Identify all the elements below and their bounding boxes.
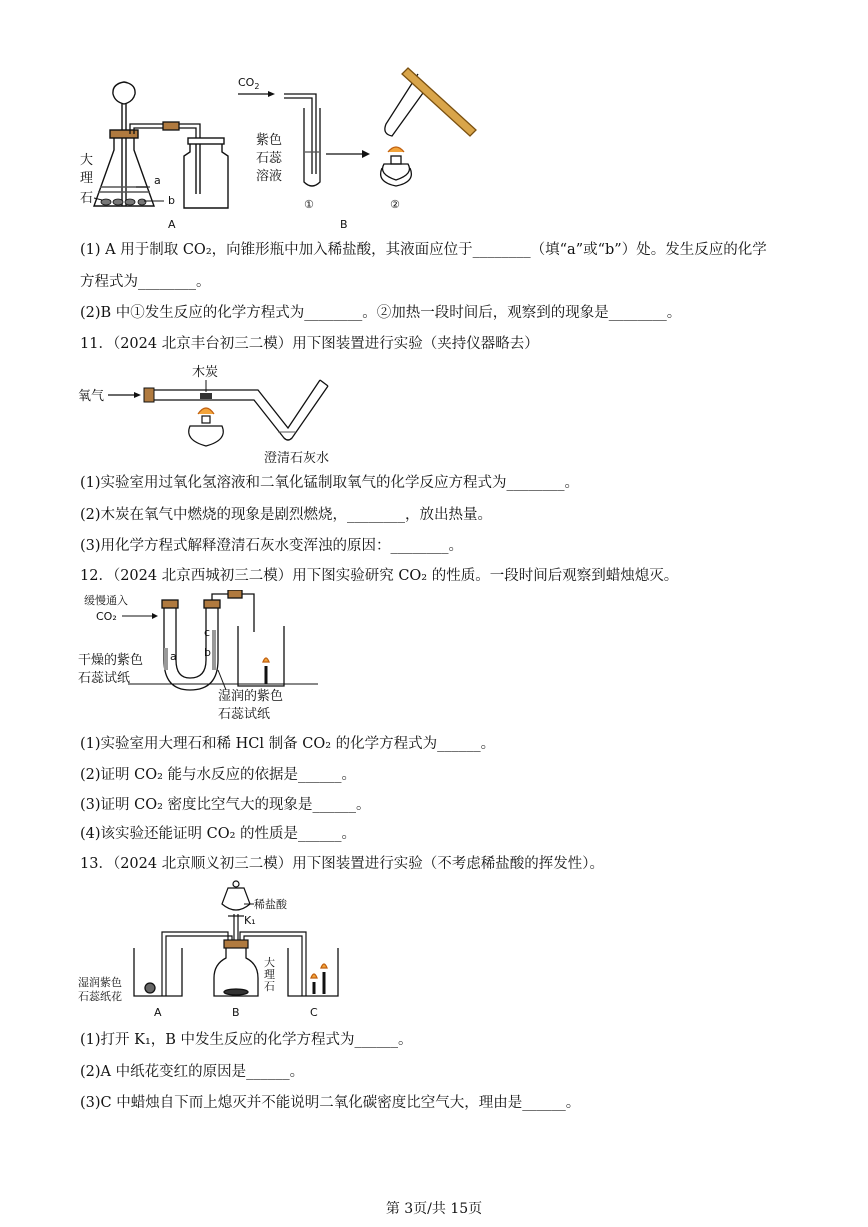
label-limewater: 澄清石灰水 (264, 451, 330, 464)
q12-part2: (2)证明 CO₂ 能与水反应的依据是______。 (80, 767, 357, 783)
label-oxygen: 氧气 (78, 389, 105, 404)
label-marble-q13-3: 石 (264, 980, 275, 993)
beaker-c (288, 948, 338, 996)
label-marble-3: 石 (80, 191, 94, 206)
gas-collecting-bottle (184, 138, 228, 208)
figure-q12-apparatus (78, 590, 318, 722)
label-marble-q13-2: 理 (264, 968, 275, 981)
q13-title: 13．（2024 北京顺义初三二模）用下图装置进行实验（不考虑稀盐酸的挥发性）。 (80, 856, 604, 872)
label-b: b (168, 194, 175, 207)
label-a: a (154, 174, 161, 187)
q10-part1-line1: (1) A 用于制取 CO₂，向锥形瓶中加入稀盐酸，其液面应位于________（填“a”或“b”）处。发生反应的化学 (80, 242, 767, 258)
label-charcoal: 木炭 (192, 365, 219, 380)
q11-part3: (3)用化学方程式解释澄清石灰水变浑浊的原因：________。 (80, 538, 464, 554)
label-wet-2: 石蕊试纸 (218, 707, 271, 722)
label-marble-q13-1: 大 (264, 956, 275, 969)
label-wet-1: 湿润的紫色 (218, 689, 284, 704)
q13-part2: (2)A 中纸花变红的原因是______。 (80, 1064, 305, 1080)
label-b-q12: b (204, 646, 211, 659)
q11-title: 11．（2024 北京丰台初三二模）用下图装置进行实验（夹持仪器略去） (80, 336, 539, 352)
label-acid: 稀盐酸 (254, 898, 287, 911)
q12-part3: (3)证明 CO₂ 密度比空气大的现象是______。 (80, 797, 371, 813)
q12-part4: (4)该实验还能证明 CO₂ 的性质是______。 (80, 826, 357, 842)
label-a-q12: a (170, 650, 177, 663)
label-litmus-2: 石蕊 (256, 151, 283, 166)
label-B-q13: B (232, 1006, 240, 1019)
label-marble-1: 大 (80, 153, 94, 168)
beaker-with-candle (238, 626, 284, 686)
label-co2-q12: CO₂ (96, 610, 117, 623)
heated-test-tube (385, 68, 476, 136)
label-1: ① (304, 198, 314, 211)
combustion-tube (154, 380, 328, 440)
label-fig-B: B (340, 218, 348, 231)
q13-part3: (3)C 中蜡烛自下而上熄灭并不能说明二氧化碳密度比空气大，理由是______。 (80, 1095, 581, 1111)
label-fig-A: A (168, 218, 176, 231)
label-2: ② (390, 198, 400, 211)
u-tube (162, 600, 220, 690)
label-A-q13: A (154, 1006, 162, 1019)
label-slow: 缓慢通入 (84, 594, 128, 607)
charcoal (200, 393, 212, 399)
q12-title: 12．（2024 北京西城初三二模）用下图实验研究 CO₂ 的性质。一段时间后观察到蜡烛熄灭。 (80, 568, 679, 584)
figure-q11-apparatus (78, 358, 338, 464)
label-c-q12: c (204, 626, 211, 639)
q10-part2: (2)B 中①发生反应的化学方程式为________。②加热一段时间后，观察到的现象是________。 (80, 305, 682, 321)
label-wet-q13-1: 湿润紫色 (78, 976, 122, 989)
alcohol-lamp-q11 (189, 408, 224, 446)
label-co2: $CO_2$ (238, 76, 260, 91)
label-C-q13: C (310, 1006, 318, 1019)
label-wet-q13-2: 石蕊纸花 (78, 990, 122, 1003)
label-dry-2: 石蕊试纸 (78, 671, 131, 686)
q11-part2: (2)木炭在氧气中燃烧的现象是剧烈燃烧，________，放出热量。 (80, 507, 493, 523)
label-dry-1: 干燥的紫色 (78, 653, 144, 668)
beaker-a (134, 948, 182, 996)
label-marble-2: 理 (80, 171, 94, 186)
conical-flask (94, 130, 154, 206)
figure-q10-apparatus (78, 64, 498, 234)
flask-b (214, 948, 258, 996)
figure-q13-apparatus (78, 878, 378, 1020)
marble-pieces (101, 199, 146, 205)
q12-part1: (1)实验室用大理石和稀 HCl 制备 CO₂ 的化学方程式为______。 (80, 736, 496, 752)
label-litmus-3: 溶液 (256, 169, 283, 184)
connecting-tubes (162, 932, 306, 996)
q13-part1: (1)打开 K₁，B 中发生反应的化学方程式为______。 (80, 1032, 413, 1048)
page-footer: 第 3页/共 15页 (385, 1201, 483, 1217)
q10-part1-line2: 方程式为________。 (80, 274, 211, 290)
q11-part1: (1)实验室用过氧化氢溶液和二氧化锰制取氧气的化学反应方程式为________。 (80, 475, 580, 491)
label-k1: K₁ (244, 914, 256, 927)
label-litmus-1: 紫色 (256, 133, 283, 148)
alcohol-lamp (381, 147, 412, 186)
test-tube-1 (284, 94, 320, 186)
